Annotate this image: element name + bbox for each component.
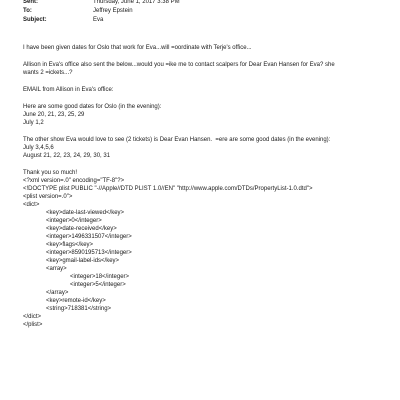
xml-line: </plist> (23, 322, 43, 328)
body-line: Thank you so much! (23, 170, 78, 176)
sent-label: Sent: (23, 0, 38, 5)
xml-line: <integer>8590195713</integer> (46, 250, 132, 256)
to-value: Jeffrey Epstein (93, 8, 133, 14)
xml-line: <key>remote-id</key> (46, 298, 106, 304)
xml-line: <key>gmail-label-ids</key> (46, 258, 120, 264)
sent-value: Thursday, June 1, 2017 3:38 PM (93, 0, 180, 5)
body-line: Here are some good dates for Oslo (in the evening): (23, 104, 162, 110)
xml-line: <key>date-received</key> (46, 226, 117, 232)
body-line: The other show Eva would love to see (2 tickets) is Dear Evan Hansen. =ere are some good dates (in the evening): (23, 137, 331, 143)
xml-line: <integer>0</integer> (46, 218, 102, 224)
xml-line: <key>flags</key> (46, 242, 94, 248)
to-label: To: (23, 8, 32, 14)
xml-line: <array> (46, 266, 67, 272)
body-line: EMAIL from Allison in Eva's office: (23, 87, 114, 93)
body-line: wants 2 =ickets...? (23, 70, 73, 76)
xml-line: <!DOCTYPE plist PUBLIC "-//Apple//DTD PLIST 1.0//EN" "http://www.apple.com/DTDs/PropertyList-1.0.dtd"> (23, 186, 313, 192)
email-header (23, 0, 383, 25)
email-body (23, 44, 393, 329)
xml-line: <integer>5</integer> (70, 282, 126, 288)
xml-line: </dict> (23, 314, 42, 320)
xml-line: <integer>18</integer> (70, 274, 130, 280)
body-line: I have been given dates for Oslo that work for Eva...will =oordinate with Terje's office... (23, 45, 252, 51)
xml-line: <?xml version=.0" encoding="TF-8"?> (23, 178, 125, 184)
xml-line: </array> (46, 290, 69, 296)
subject-value: Eva (93, 17, 104, 23)
xml-line: <plist version=.0"> (23, 194, 73, 200)
body-line: August 21, 22, 23, 24, 29, 30, 31 (23, 153, 111, 159)
sent-row (23, 0, 383, 7)
subject-row (23, 16, 383, 25)
body-line: July 1,2 (23, 120, 44, 126)
xml-line: <string>718381</string> (46, 306, 112, 312)
xml-line: <key>date-last-viewed</key> (46, 210, 125, 216)
body-line: June 20, 21, 23, 25, 29 (23, 112, 85, 118)
subject-label: Subject: (23, 17, 47, 23)
to-row (23, 7, 383, 16)
xml-line: <dict> (23, 202, 40, 208)
body-line: July 3,4,5,6 (23, 145, 54, 151)
body-line: Allison in Eva's office also sent the below...would you =ike me to contact scalpers for Dear Evan Hansen for Eva? she (23, 62, 335, 68)
xml-line: <integer>1496331507</integer> (46, 234, 132, 240)
